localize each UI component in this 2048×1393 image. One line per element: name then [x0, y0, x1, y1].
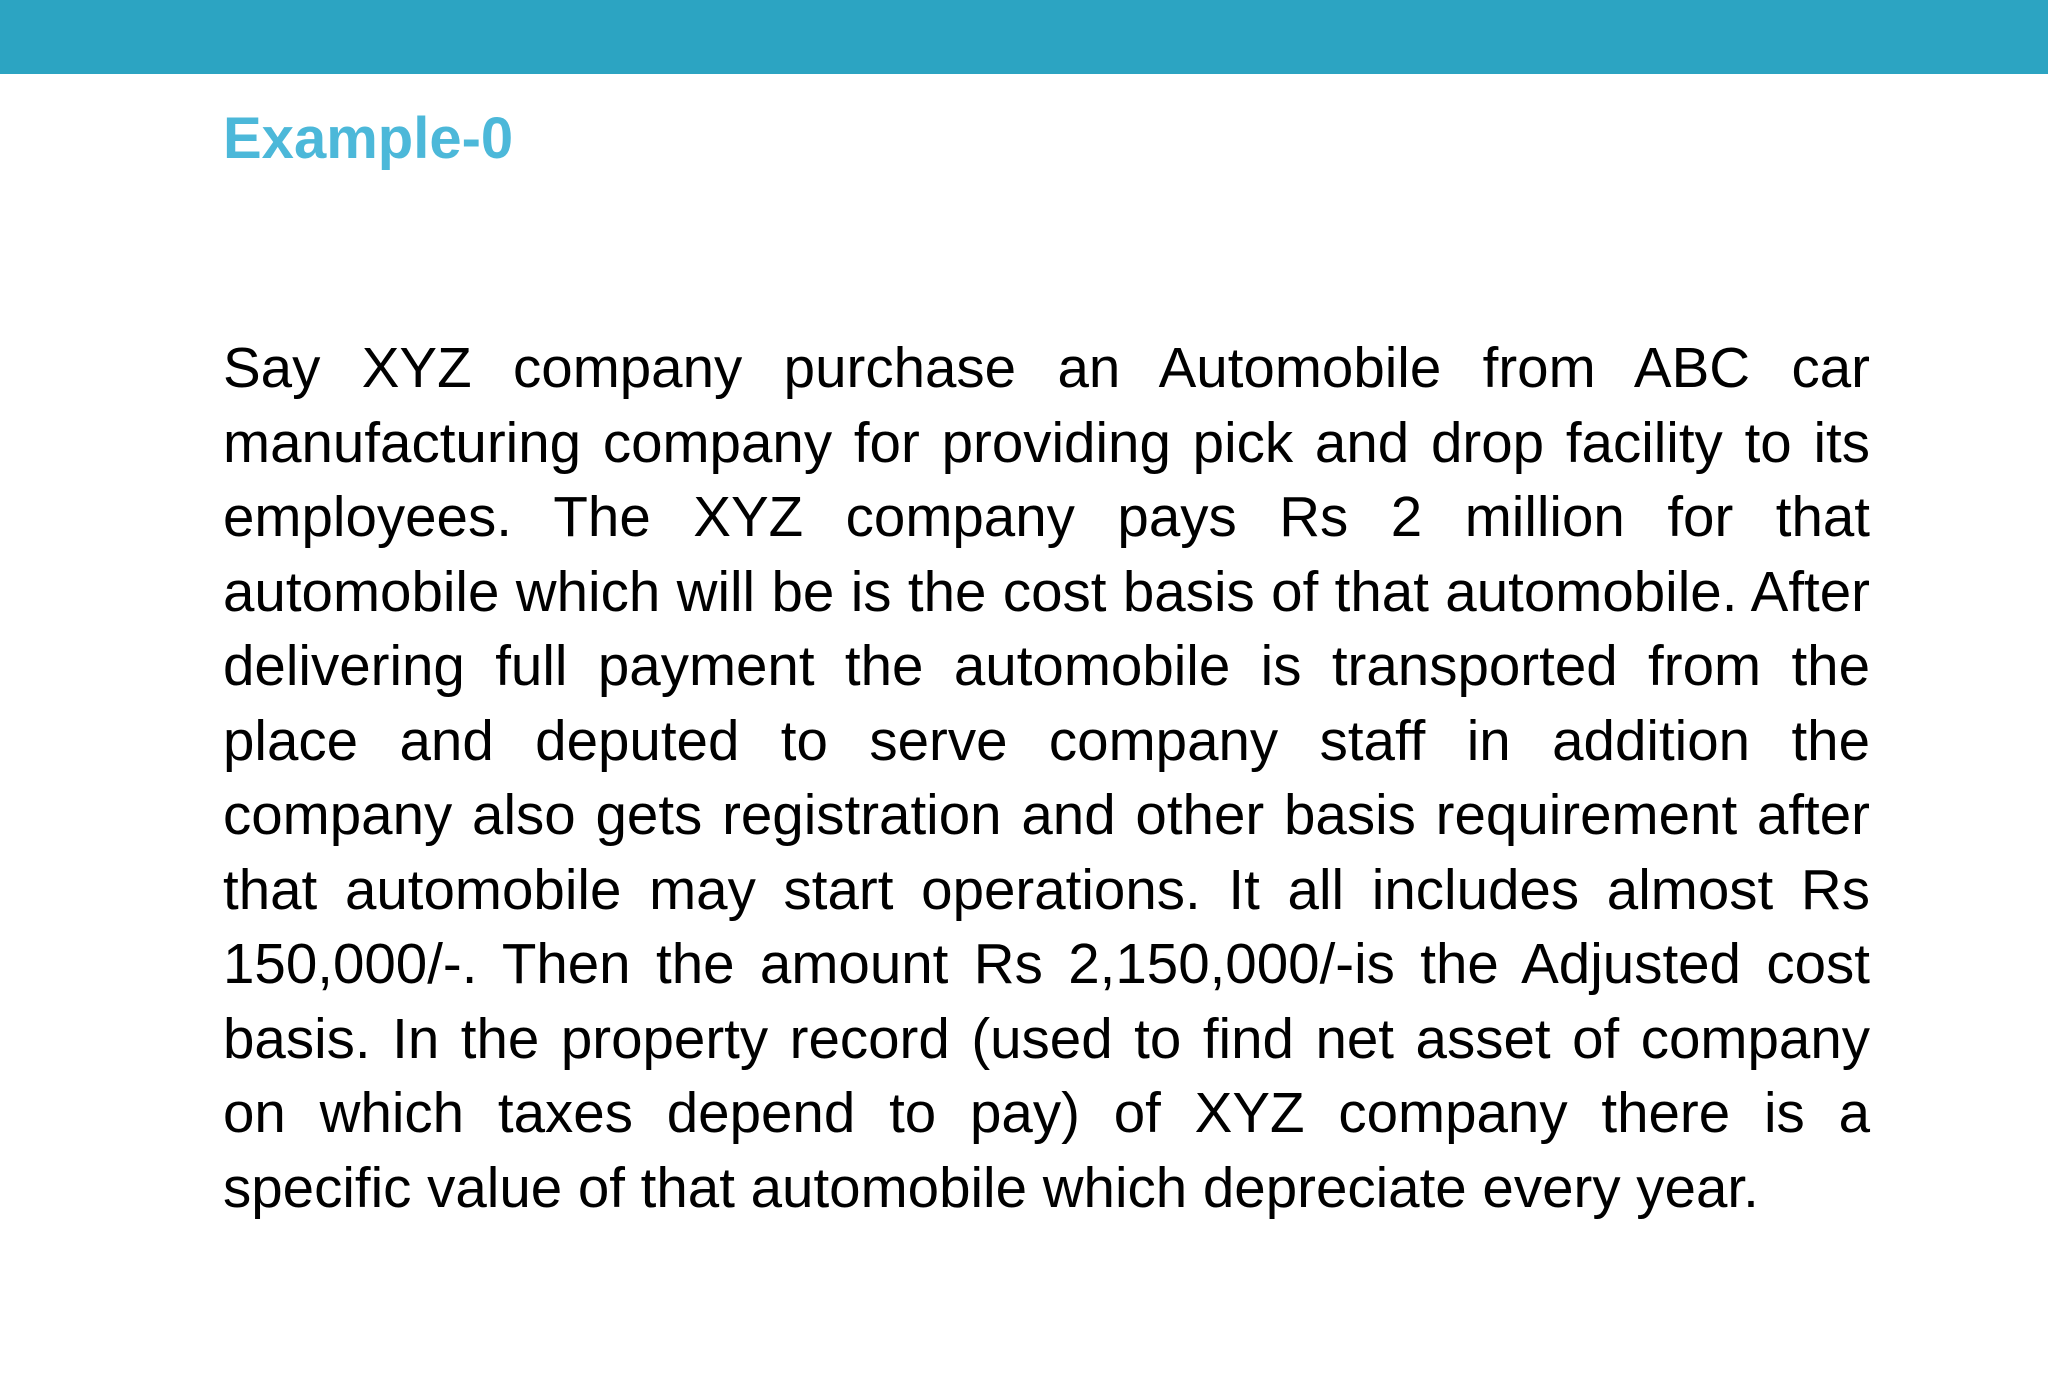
slide-title: Example-0 [223, 106, 514, 171]
body-paragraph: Say XYZ company purchase an Automobile from ABC car manufacturing company for providing pick and drop facility to its employees. The XYZ company pays Rs 2 million for that automobile which will be is the cost basis of that automobile. After delivering full payment the automobile is transported from the place and deputed to serve company staff in addition the company also gets registration and other basis requirement after that automobile may start operations. It all includes almost Rs 150,000/-. Then the amount Rs 2,150,000/-is the Adjusted cost basis. In the property record (used to find net asset of company on which taxes depend to pay) of XYZ company there is a specific value of that automobile which depreciate every year. [223, 336, 1870, 1219]
top-header-bar [0, 0, 2048, 74]
